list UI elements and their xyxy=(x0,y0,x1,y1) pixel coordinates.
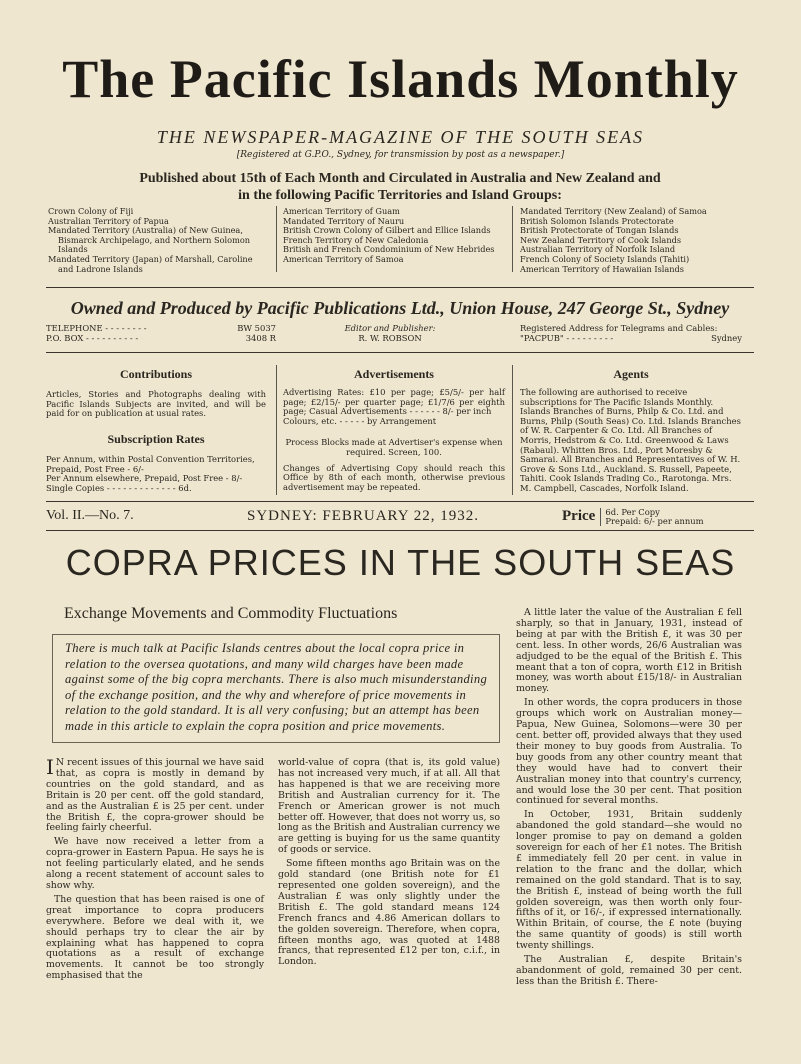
price-per-copy: 6d. Per Copy xyxy=(605,507,660,517)
article-column-3 xyxy=(516,608,742,991)
territory-item: New Zealand Territory of Cook Islands xyxy=(520,234,682,245)
registration-line: [Registered at G.P.O., Sydney, for transmission by post as a newspaper.] xyxy=(236,150,565,160)
paragraph: We have now received a letter from a copra-grower in Eastern Papua. He says he is not feeling particularly elated, and he sends along a recent statement of account sales to show why. xyxy=(46,836,264,891)
price-label: Price xyxy=(562,508,596,524)
agents-text: The following are authorised to receive subscriptions for The Pacific Islands Monthly. Islands Branches of Burns, Philp & Co. Ltd. and Burns, Philp (South Seas) Co. Ltd. Islands Branches of W. R. Carpenter & Co. Ltd. All Branches of Morris, Hedstrom & Co. Ltd. Greenwood & Laws (Rabaul). Whitten Bros. Ltd., Port Moresby & Samarai. All Branches and Representatives of W. H. Grove & Sons Ltd., Auckland. S. Russell, Papeete, Tahiti. Cook Islands Trading Co., Rarotonga. Mrs. M. Campbell, Cascades, Norfolk Island. xyxy=(520,387,741,493)
divider xyxy=(512,206,513,272)
published-line-2: in the following Pacific Territories and Island Groups: xyxy=(238,188,562,203)
paragraph: A little later the value of the Australian £ fell sharply, so that in January, 1931, instead of being at par with the British £, it was 30 per cent. less. In other words, 26/6 Australian was adjudged to be the equal of the British £. This meant that a ton of copra, worth £12 in British money, was worth about £15/18/- in Australian money. xyxy=(516,607,742,695)
territories-col-3 xyxy=(520,207,746,274)
price-box xyxy=(562,508,704,528)
territory-item: American Territory of Hawaiian Islands xyxy=(520,263,684,274)
ad-blocks: Process Blocks made at Advertiser's expense when required. Screen, 100. xyxy=(285,437,503,457)
subscription-line: Single Copies - - - - - - - - - - - - - 6d. xyxy=(46,482,192,493)
rule xyxy=(46,530,754,531)
paragraph: The Australian £, despite Britain's abandonment of gold, remained 30 per cent. less than the British £. There- xyxy=(516,954,742,987)
territory-item: Mandated Territory (Japan) of Marshall, Caroline and Ladrone Islands xyxy=(48,253,253,274)
territory-item: Crown Colony of Fiji xyxy=(48,206,134,216)
advertisements-heading: Advertisements xyxy=(354,367,434,381)
pobox-label: P.O. BOX - - - - - - - - - - xyxy=(46,333,139,343)
paragraph: In other words, the copra producers in those groups which work on Australian money—Papua, New Guinea, Solomons—were 30 per cent. better off, provided always that they used their money to buy goods from Australia. To buy goods from any other country meant that they would have had to convert their Australian money into that country's currency, and would lose the 30 per cent. That position continued for several months. xyxy=(516,697,742,807)
subscription-line: Per Annum elsewhere, Prepaid, Post Free - 8/- xyxy=(46,473,243,484)
paragraph: The question that has been raised is one of great importance to copra producers everywhere. Before we deal with it, we should perhaps try to clear the air by explaining what has happened to copra quotations as a result of exchange movements. It cannot be too strongly emphasised that the xyxy=(46,893,264,982)
price-values xyxy=(600,508,703,526)
territory-item: French Territory of New Caledonia xyxy=(283,234,429,245)
ad-colours: Colours, etc. - - - - - by Arrangement xyxy=(283,415,437,426)
telephone-label: TELEPHONE - - - - - - - - xyxy=(46,323,147,333)
territory-item: American Territory of Samoa xyxy=(283,253,404,264)
contributions-section xyxy=(46,367,266,419)
divider xyxy=(276,365,277,495)
issue-date: SYDNEY: FEBRUARY 22, 1932. xyxy=(247,508,480,524)
article-column-1 xyxy=(46,755,264,985)
paragraph: world-value of copra (that is, its gold value) has not increased very much, if at all. All that has happened is that we are receiving more British and Australian currency for it. The French or American grower is not much better off. However, that does not worry us, so long as the British and Australian currency we are getting is buying for us the same quantity of goods or service. xyxy=(278,757,500,856)
cable-city: Sydney xyxy=(711,333,742,343)
telephone-number: BW 5037 xyxy=(237,323,276,333)
territory-item: American Territory of Guam xyxy=(283,206,400,216)
rule xyxy=(46,352,754,353)
cable-label: Registered Address for Telegrams and Cables: xyxy=(520,323,718,333)
paragraph: In October, 1931, Britain suddenly abandoned the gold standard—she would no longer promise to pay on demand a golden sovereign for each of her £1 notes. The British £ immediately fell 20 per cent. in value in relation to the franc and the dollar, which remained on the gold standard. That is to say, the British £, instead of being worth the full golden sovereign, was then worth only four-fifths of it, or 16/-, if expressed internationally. Within Britain, of course, the £ note (buying the same quantity of goods) is still worth twenty shillings. xyxy=(516,809,742,952)
territories-col-1 xyxy=(48,207,270,274)
territory-item: Mandated Territory of Nauru xyxy=(283,215,405,226)
territories-col-2 xyxy=(283,207,505,265)
territory-item: British and French Condominium of New Hebrides xyxy=(283,244,495,255)
territory-item: British Crown Colony of Gilbert and Ellice Islands xyxy=(283,225,491,236)
subscription-line: Per Annum, within Postal Convention Territories, Prepaid, Post Free - 6/- xyxy=(46,454,255,474)
advertisements-section xyxy=(283,367,505,492)
pobox-number: 3408 R xyxy=(245,333,276,343)
territory-item: Australian Territory of Papua xyxy=(48,215,169,226)
ad-rates: Advertising Rates: £10 per page; £5/5/- per half page; £2/15/- per quarter page; £1/7/6 per eighth page; Casual Advertisements - - - - - - 8/- per inch xyxy=(283,387,505,417)
masthead-title: The Pacific Islands Monthly xyxy=(62,49,739,109)
editor-box xyxy=(300,323,480,343)
article-kicker: Exchange Movements and Commodity Fluctuations xyxy=(64,605,398,622)
masthead-subtitle: THE NEWSPAPER-MAGAZINE OF THE SOUTH SEAS xyxy=(156,127,645,147)
article-intro-box: There is much talk at Pacific Islands centres about the local copra price in relation to the oversea quotations, and many wild charges have been made against some of the big copra merchants. There is also much misunderstanding of the exchange position, and the why and wherefore of price movements in relation to the gold standard. It is all very confusing; but an attempt has been made in this article to explain the copra position and price movements. xyxy=(52,634,500,743)
cable-name: "PACPUB" - - - - - - - - - xyxy=(520,333,614,343)
paragraph: N recent issues of this journal we have said that, as copra is mostly in demand by countries on the gold standard, and as Britain is 20 per cent. off the gold standard, and as the Australian £ is 25 per cent. under the British £, the copra-grower should be feeling fairly cheerful. xyxy=(46,757,264,834)
contributions-text: Articles, Stories and Photographs dealing with Pacific Islands Subjects are invited, and will be paid for on publication at usual rates. xyxy=(46,389,266,419)
territory-item: Australian Territory of Norfolk Island xyxy=(520,244,676,255)
article-column-2 xyxy=(278,758,500,971)
contributions-heading: Contributions xyxy=(119,367,193,381)
divider xyxy=(512,365,513,495)
price-per-annum: Prepaid: 6/- per annum xyxy=(605,516,704,526)
territory-item: British Protectorate of Tongan Islands xyxy=(520,225,679,236)
divider xyxy=(276,206,277,272)
agents-heading: Agents xyxy=(613,367,649,381)
cable-box xyxy=(520,323,742,343)
editor-label: Editor and Publisher: xyxy=(344,323,436,333)
agents-section xyxy=(520,367,742,494)
published-notice xyxy=(90,170,710,204)
territory-item: Mandated Territory (New Zealand) of Samoa xyxy=(520,206,707,216)
owned-by-line: Owned and Produced by Pacific Publications Ltd., Union House, 247 George St., Sydney xyxy=(70,298,730,318)
rule xyxy=(46,287,754,288)
ad-changes: Changes of Advertising Copy should reach this Office by 8th of each month, otherwise previous advertisement may be repeated. xyxy=(283,462,505,492)
editor-name: R. W. ROBSON xyxy=(358,333,422,343)
rule xyxy=(46,501,754,502)
drop-cap: I xyxy=(46,755,54,779)
volume-number: Vol. II.—No. 7. xyxy=(46,508,134,523)
article-headline: COPRA PRICES IN THE SOUTH SEAS xyxy=(65,542,736,583)
subscription-heading: Subscription Rates xyxy=(107,432,205,446)
published-line-1: Published about 15th of Each Month and Circulated in Australia and New Zealand and xyxy=(139,171,661,186)
territory-item: Mandated Territory (Australia) of New Guinea, Bismarck Archipelago, and Northern Solomon Islands xyxy=(48,225,251,255)
territory-item: French Colony of Society Islands (Tahiti) xyxy=(520,253,690,264)
contact-phone-box xyxy=(46,323,276,343)
paragraph: Some fifteen months ago Britain was on the gold standard (one British note for £1 represented one golden sovereign), and the Australian £ was only slightly under the British £. The gold standard means 124 French francs and 4.86 American dollars to the golden sovereign. Therefore, when copra, fifteen months ago, was quoted at 1488 francs, that represented £12 per ton, c.i.f., in London. xyxy=(278,858,500,968)
territory-item: British Solomon Islands Protectorate xyxy=(520,215,674,226)
subscription-section xyxy=(46,432,266,493)
